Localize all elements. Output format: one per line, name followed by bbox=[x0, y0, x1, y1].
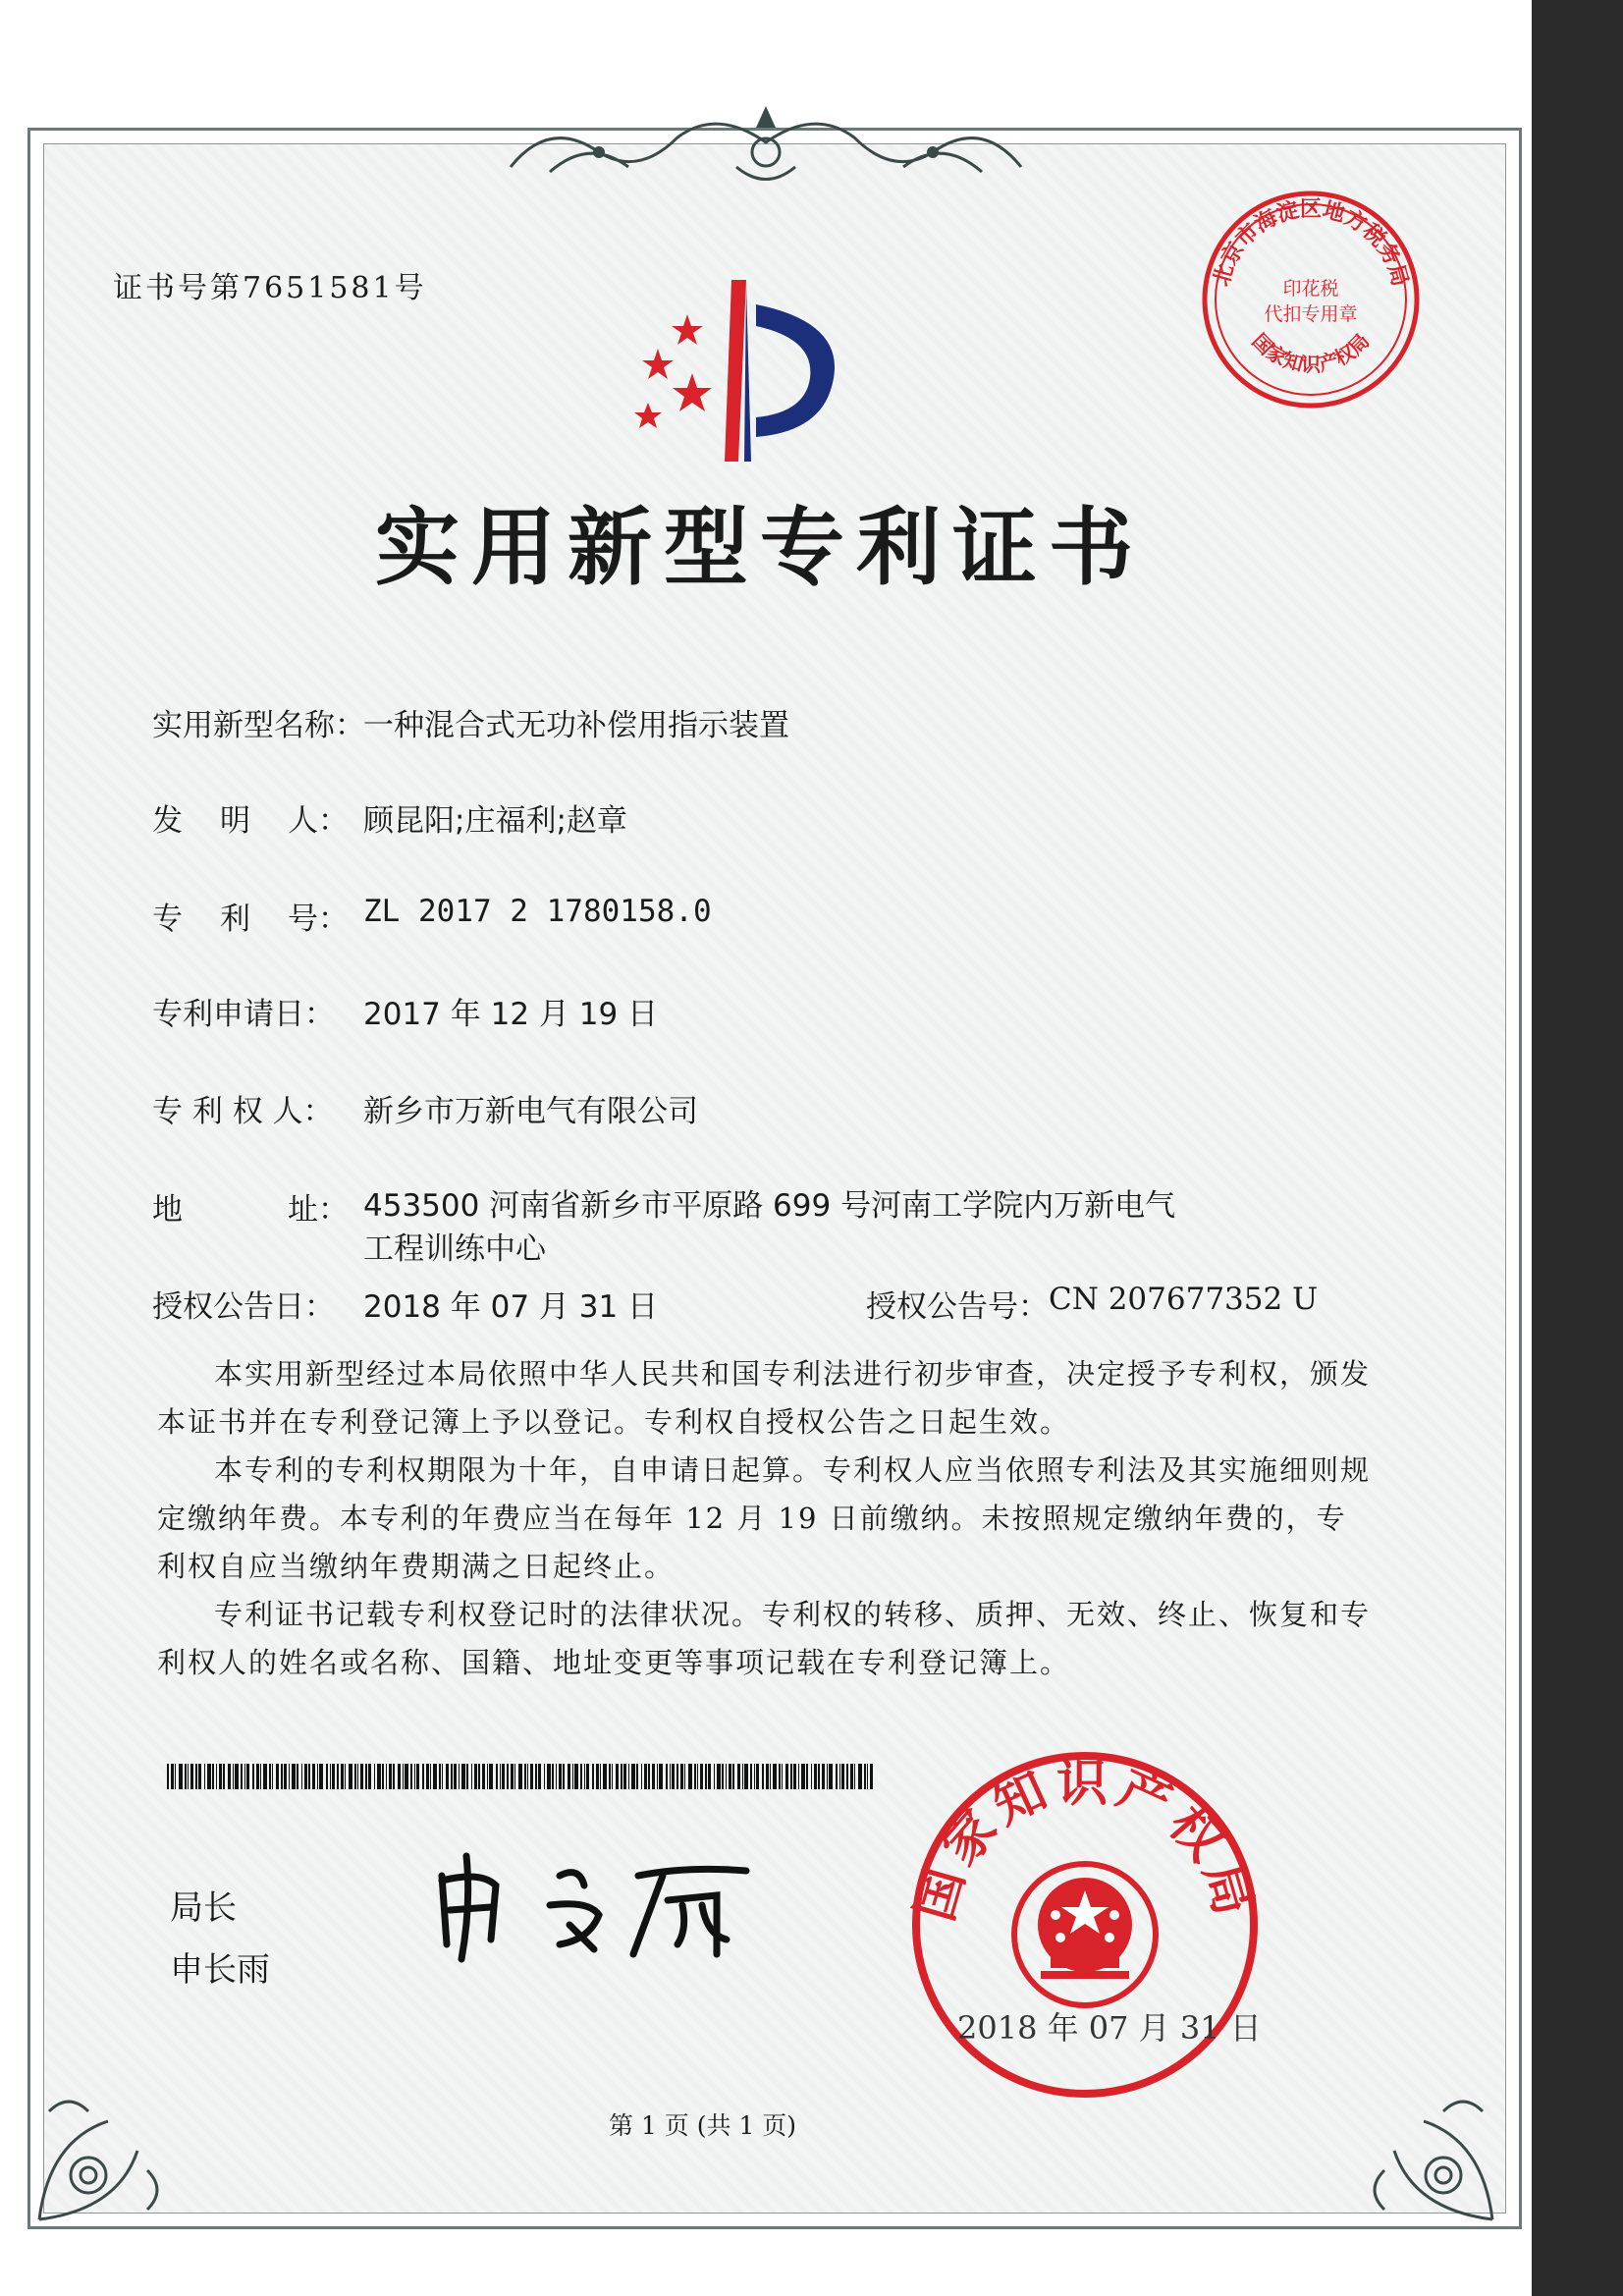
barcode-bar bbox=[870, 1764, 873, 1789]
barcode-bar bbox=[621, 1764, 622, 1789]
barcode-bar bbox=[374, 1764, 375, 1789]
barcode-bar bbox=[854, 1764, 855, 1789]
barcode-bar bbox=[167, 1764, 169, 1789]
barcode-bar bbox=[507, 1764, 509, 1789]
tax-seal-center-line2: 代扣专用章 bbox=[1264, 303, 1358, 325]
barcode-bar bbox=[195, 1764, 197, 1789]
barcode-bar bbox=[524, 1764, 526, 1789]
barcode-bar bbox=[426, 1764, 429, 1789]
barcode-bar bbox=[212, 1764, 214, 1789]
corner-ornament-icon bbox=[1355, 2082, 1502, 2229]
barcode-bar bbox=[793, 1764, 796, 1789]
barcode-bar bbox=[377, 1764, 381, 1789]
sipo-seal-ring-text: 国家知识产权局 bbox=[905, 1754, 1265, 1928]
barcode-bar bbox=[357, 1764, 358, 1789]
barcode-bar bbox=[414, 1764, 415, 1789]
barcode-bar bbox=[269, 1764, 271, 1789]
barcode-bar bbox=[244, 1764, 245, 1789]
field-label: 专 利 号： bbox=[152, 902, 349, 937]
barcode-bar bbox=[700, 1764, 703, 1789]
barcode-bar bbox=[284, 1764, 287, 1789]
svg-text:北京市海淀区地方税务局 bbox=[1210, 197, 1412, 290]
barcode-bar bbox=[782, 1764, 783, 1789]
sipo-official-seal bbox=[903, 1743, 1267, 2106]
barcode-bar bbox=[836, 1764, 838, 1789]
tax-seal-ring-text: 北京市海淀区地方税务局 bbox=[1209, 197, 1413, 290]
barcode-bar bbox=[568, 1764, 570, 1789]
barcode-bar bbox=[471, 1764, 472, 1789]
barcode-bar bbox=[729, 1764, 731, 1789]
barcode-bar bbox=[337, 1764, 339, 1789]
field-value: 2018 年 07 月 31 日 bbox=[363, 1289, 659, 1325]
barcode-bar bbox=[785, 1764, 788, 1789]
barcode-bar bbox=[223, 1764, 225, 1789]
barcode-bar bbox=[574, 1764, 578, 1789]
barcode-bar bbox=[798, 1764, 799, 1789]
barcode-bar bbox=[773, 1764, 777, 1789]
field-label: 实用新型名称： bbox=[152, 708, 365, 743]
field-value: 新乡市万新电气有限公司 bbox=[363, 1094, 698, 1129]
sipo-emblem-icon bbox=[619, 265, 884, 462]
barcode-bar bbox=[609, 1764, 611, 1789]
field-label: 发 明 人： bbox=[152, 803, 349, 839]
field-address bbox=[152, 1184, 1175, 1271]
barcode-bar bbox=[790, 1764, 792, 1789]
barcode-bar bbox=[538, 1764, 541, 1789]
field-value: 顾昆阳;庄福利;赵章 bbox=[363, 803, 627, 839]
barcode-bar bbox=[680, 1764, 683, 1789]
barcode-bar bbox=[289, 1764, 290, 1789]
barcode-bar bbox=[398, 1764, 401, 1789]
body-paragraph: 本专利的专利权期限为十年，自申请日起算。专利权人应当依照专利法及其实施细则规定缴纳年费。本专利的年费应当在每年 12 月 19 日前缴纳。未按照规定缴纳年费的，专利权自应当缴纳年费期满之日起终止。 bbox=[157, 1453, 1372, 1583]
barcode-bar bbox=[345, 1764, 346, 1789]
field-patentee bbox=[152, 1086, 698, 1130]
barcode-bar bbox=[228, 1764, 231, 1789]
director-signature-icon bbox=[422, 1846, 776, 1964]
barcode-bar bbox=[744, 1764, 748, 1789]
barcode-bar bbox=[600, 1764, 601, 1789]
barcode-bar bbox=[204, 1764, 205, 1789]
barcode-bar bbox=[612, 1764, 613, 1789]
barcode-bar bbox=[422, 1764, 424, 1789]
barcode-bar bbox=[858, 1764, 862, 1789]
field-application-date bbox=[152, 989, 658, 1033]
barcode-bar bbox=[433, 1764, 437, 1789]
barcode-bar bbox=[442, 1764, 443, 1789]
top-ornament-icon bbox=[491, 98, 1041, 196]
barcode-bar bbox=[631, 1764, 635, 1789]
barcode-bar bbox=[446, 1764, 449, 1789]
barcode-bar bbox=[801, 1764, 805, 1789]
barcode-bar bbox=[556, 1764, 557, 1789]
barcode-bar bbox=[623, 1764, 626, 1789]
barcode-bar bbox=[841, 1764, 844, 1789]
scan-edge bbox=[1532, 0, 1623, 2296]
barcode-bar bbox=[827, 1764, 828, 1789]
barcode-bar bbox=[365, 1764, 367, 1789]
tax-stamp-seal bbox=[1198, 187, 1424, 412]
body-paragraph: 专利证书记载专利权登记时的法律状况。专利权的转移、质押、无效、终止、恢复和专利权人的姓名或名称、国籍、地址变更等事项记载在专利登记簿上。 bbox=[157, 1598, 1372, 1679]
barcode-bar bbox=[846, 1764, 848, 1789]
barcode-bar bbox=[216, 1764, 217, 1789]
barcode-bar bbox=[393, 1764, 395, 1789]
field-grant-date bbox=[152, 1282, 658, 1326]
barcode-bar bbox=[478, 1764, 480, 1789]
barcode-bar bbox=[312, 1764, 315, 1789]
barcode-bar bbox=[439, 1764, 441, 1789]
barcode-bar bbox=[332, 1764, 335, 1789]
field-value: CN 207677352 U bbox=[1049, 1282, 1319, 1317]
barcode-bar bbox=[657, 1764, 658, 1789]
barcode-bar bbox=[737, 1764, 740, 1789]
barcode-bar bbox=[233, 1764, 234, 1789]
barcode-bar bbox=[502, 1764, 505, 1789]
barcode-bar bbox=[354, 1764, 356, 1789]
barcode-bar bbox=[474, 1764, 477, 1789]
barcode-bar bbox=[368, 1764, 371, 1789]
barcode-bar bbox=[403, 1764, 404, 1789]
barcode-bar bbox=[260, 1764, 261, 1789]
barcode-bar bbox=[489, 1764, 493, 1789]
barcode-bar bbox=[235, 1764, 239, 1789]
address-line1: 453500 河南省新乡市平原路 699 号河南工学院内万新电气 bbox=[363, 1188, 1176, 1224]
barcode-bar bbox=[559, 1764, 562, 1789]
barcode-bar bbox=[708, 1764, 711, 1789]
barcode-bar bbox=[742, 1764, 743, 1789]
barcode-bar bbox=[487, 1764, 488, 1789]
barcode-bar bbox=[308, 1764, 310, 1789]
tax-seal-center-line1: 印花税 bbox=[1282, 278, 1339, 300]
barcode-bar bbox=[754, 1764, 755, 1789]
barcode-bar bbox=[175, 1764, 176, 1789]
barcode-bar bbox=[867, 1764, 868, 1789]
barcode-bar bbox=[688, 1764, 692, 1789]
national-emblem-icon bbox=[1014, 1864, 1156, 2005]
barcode-bar bbox=[572, 1764, 573, 1789]
barcode-bar bbox=[652, 1764, 655, 1789]
barcode-bar bbox=[416, 1764, 419, 1789]
barcode-bar bbox=[410, 1764, 412, 1789]
barcode-bar bbox=[297, 1764, 298, 1789]
barcode-bar bbox=[188, 1764, 189, 1789]
barcode-bar bbox=[326, 1764, 328, 1789]
barcode-bar bbox=[596, 1764, 599, 1789]
barcode-bar bbox=[389, 1764, 392, 1789]
barcode-bar bbox=[818, 1764, 820, 1789]
barcode-bar bbox=[496, 1764, 498, 1789]
barcode-bar bbox=[276, 1764, 279, 1789]
barcode-bar bbox=[592, 1764, 594, 1789]
barcode-bar bbox=[586, 1764, 589, 1789]
barcode-bar bbox=[466, 1764, 468, 1789]
barcode-bar bbox=[241, 1764, 243, 1789]
barcode-bar bbox=[829, 1764, 833, 1789]
barcode-bar bbox=[386, 1764, 387, 1789]
barcode-bar bbox=[584, 1764, 585, 1789]
barcode-bar bbox=[171, 1764, 174, 1789]
barcode-bar bbox=[694, 1764, 696, 1789]
barcode-bar bbox=[726, 1764, 727, 1789]
field-label: 专 利 权 人： bbox=[152, 1094, 334, 1129]
barcode-bar bbox=[454, 1764, 457, 1789]
barcode-bar bbox=[263, 1764, 267, 1789]
barcode-bar bbox=[676, 1764, 678, 1789]
barcode-bar bbox=[179, 1764, 183, 1789]
barcode-bar bbox=[717, 1764, 721, 1789]
barcode-bar bbox=[430, 1764, 431, 1789]
corner-ornament-icon bbox=[29, 2082, 177, 2229]
barcode-bar bbox=[766, 1764, 769, 1789]
seal-date: 2018 年 07 月 31 日 bbox=[957, 2009, 1262, 2047]
field-utility-model-name bbox=[152, 700, 789, 744]
barcode-bar bbox=[641, 1764, 642, 1789]
barcode-bar bbox=[198, 1764, 201, 1789]
barcode-bar bbox=[330, 1764, 331, 1789]
field-value: ZL 2017 2 1780158.0 bbox=[363, 894, 712, 929]
certificate-body bbox=[157, 1350, 1375, 1687]
barcode-bar bbox=[272, 1764, 273, 1789]
barcode-bar bbox=[207, 1764, 211, 1789]
barcode-bar bbox=[500, 1764, 501, 1789]
barcode-bar bbox=[514, 1764, 515, 1789]
barcode-bar bbox=[864, 1764, 866, 1789]
barcode-bar bbox=[451, 1764, 453, 1789]
barcode-bar bbox=[750, 1764, 752, 1789]
barcode-bar bbox=[850, 1764, 853, 1789]
barcode-bar bbox=[552, 1764, 554, 1789]
barcode-bar bbox=[281, 1764, 283, 1789]
field-value: 一种混合式无功补偿用指示装置 bbox=[363, 708, 789, 743]
barcode-bar bbox=[304, 1764, 307, 1789]
barcode-bar bbox=[301, 1764, 302, 1789]
barcode-bar bbox=[616, 1764, 619, 1789]
field-label: 地 址： bbox=[152, 1192, 349, 1228]
page-title: 实用新型专利证书 bbox=[375, 499, 1145, 597]
barcode-bar bbox=[670, 1764, 671, 1789]
address-line2: 工程训练中心 bbox=[363, 1231, 546, 1267]
field-value: 2017 年 12 月 19 日 bbox=[363, 997, 659, 1032]
barcode-bar bbox=[705, 1764, 707, 1789]
barcode-bar bbox=[659, 1764, 663, 1789]
barcode-bar bbox=[628, 1764, 629, 1789]
certificate-number: 证书号第7651581号 bbox=[113, 271, 427, 305]
field-inventor bbox=[152, 795, 627, 840]
page-footer: 第 1 页 (共 1 页) bbox=[609, 2111, 797, 2140]
barcode-bar bbox=[697, 1764, 698, 1789]
field-label: 授权公告日： bbox=[152, 1289, 335, 1325]
barcode-bar bbox=[252, 1764, 254, 1789]
barcode-bar bbox=[317, 1764, 318, 1789]
barcode-bar bbox=[814, 1764, 817, 1789]
barcode-bar bbox=[482, 1764, 485, 1789]
field-label: 专利申请日： bbox=[152, 997, 335, 1032]
barcode-bar bbox=[644, 1764, 647, 1789]
barcode-bar bbox=[292, 1764, 296, 1789]
barcode-bar bbox=[219, 1764, 222, 1789]
barcode-bar bbox=[714, 1764, 715, 1789]
barcode-bar bbox=[806, 1764, 808, 1789]
barcode-bar bbox=[349, 1764, 352, 1789]
barcode-bar bbox=[382, 1764, 384, 1789]
barcode-bar bbox=[762, 1764, 764, 1789]
barcode-bar bbox=[779, 1764, 781, 1789]
barcode-bar bbox=[580, 1764, 582, 1789]
barcode-bar bbox=[636, 1764, 638, 1789]
barcode-bar bbox=[341, 1764, 344, 1789]
barcode-bar bbox=[648, 1764, 650, 1789]
barcode-bar bbox=[666, 1764, 668, 1789]
barcode-bar bbox=[511, 1764, 514, 1789]
barcode-bar bbox=[535, 1764, 537, 1789]
barcode-bar bbox=[563, 1764, 565, 1789]
barcode-bar bbox=[672, 1764, 675, 1789]
barcode-bar bbox=[547, 1764, 551, 1789]
director-title: 局长 bbox=[170, 1888, 237, 1928]
barcode-bar bbox=[839, 1764, 840, 1789]
barcode-bar bbox=[185, 1764, 187, 1789]
field-value bbox=[363, 1184, 1175, 1271]
barcode-bar bbox=[256, 1764, 259, 1789]
field-publication-number bbox=[866, 1282, 1318, 1326]
barcode-bar bbox=[518, 1764, 522, 1789]
barcode-bar bbox=[770, 1764, 771, 1789]
barcode-bar bbox=[319, 1764, 323, 1789]
svg-text:国家知识产权局 bbox=[1248, 329, 1375, 376]
director-name: 申长雨 bbox=[170, 1950, 270, 1990]
barcode-bar bbox=[360, 1764, 363, 1789]
tax-seal-bottom-text: 国家知识产权局 bbox=[1247, 328, 1375, 377]
body-paragraph: 本实用新型经过本局依照中华人民共和国专利法进行初步审查，决定授予专利权，颁发本证书并在专利登记簿上予以登记。专利权自授权公告之日起生效。 bbox=[157, 1357, 1372, 1439]
barcode-bar bbox=[603, 1764, 607, 1789]
barcode-bar bbox=[190, 1764, 193, 1789]
field-label: 授权公告号： bbox=[866, 1289, 1049, 1325]
barcode-bar bbox=[544, 1764, 545, 1789]
barcode-bar bbox=[684, 1764, 685, 1789]
barcode-bar bbox=[459, 1764, 460, 1789]
barcode-bar bbox=[246, 1764, 249, 1789]
field-patent-number bbox=[152, 894, 712, 938]
barcode-bar bbox=[732, 1764, 734, 1789]
barcode-bar bbox=[822, 1764, 825, 1789]
barcode-icon bbox=[167, 1764, 874, 1789]
barcode-bar bbox=[461, 1764, 465, 1789]
barcode-bar bbox=[722, 1764, 724, 1789]
barcode-bar bbox=[527, 1764, 528, 1789]
barcode-bar bbox=[811, 1764, 812, 1789]
barcode-bar bbox=[405, 1764, 408, 1789]
barcode-bar bbox=[756, 1764, 759, 1789]
barcode-bar bbox=[530, 1764, 533, 1789]
